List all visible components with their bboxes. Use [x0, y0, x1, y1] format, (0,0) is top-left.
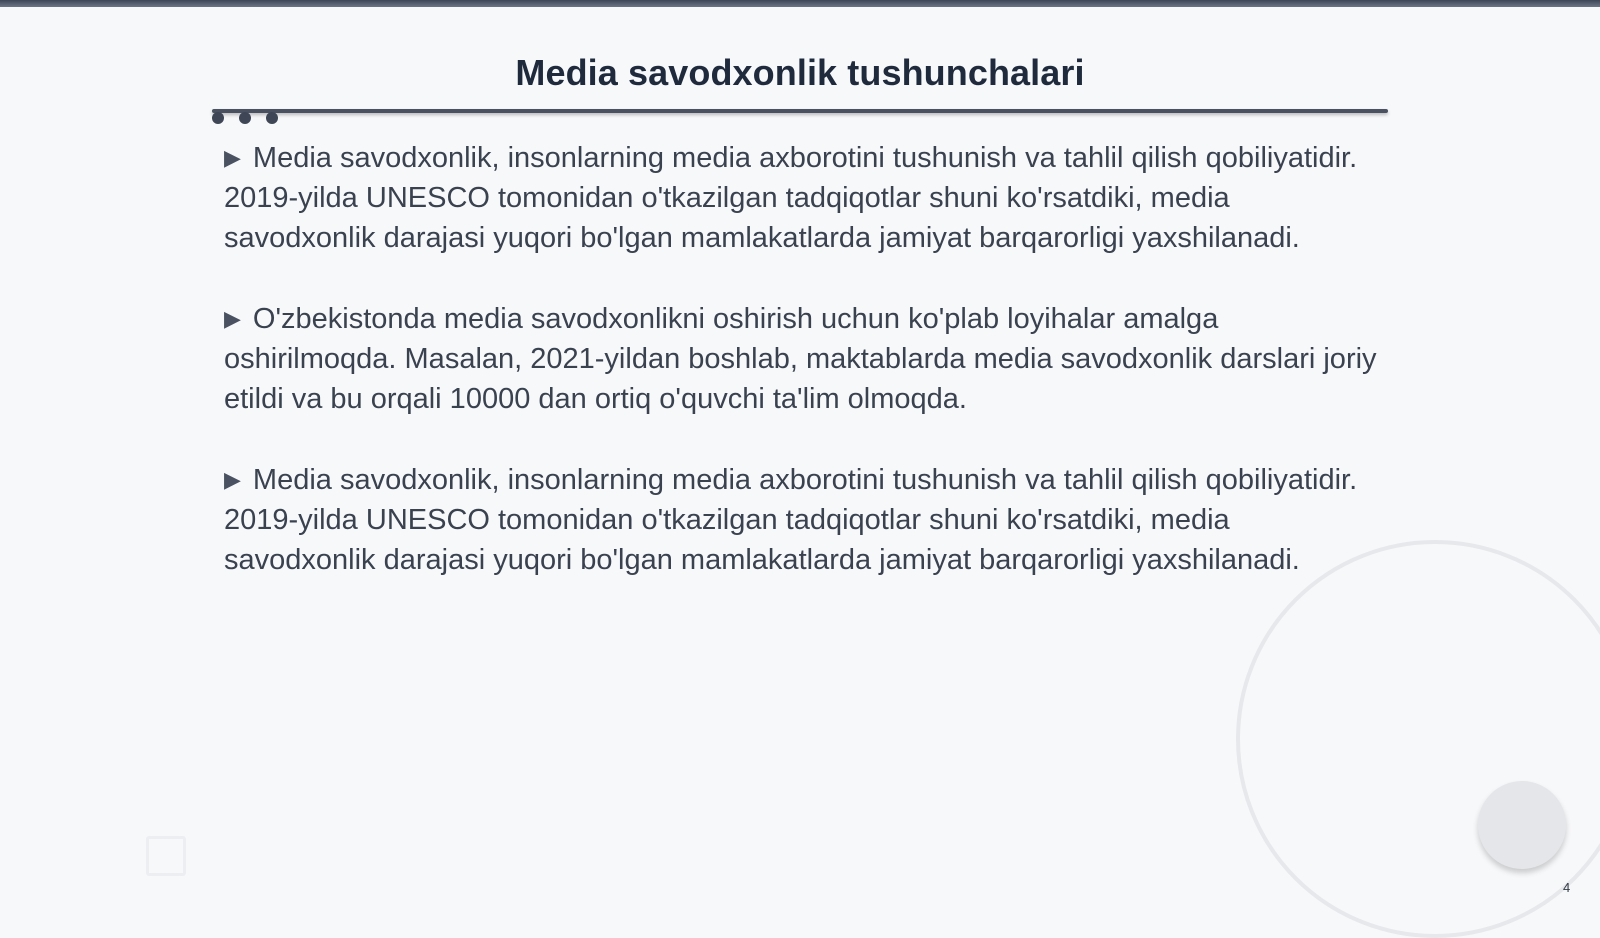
paragraph-text: O'zbekistonda media savodxonlikni oshirish uchun ko'plab loyihalar amalga oshirilmoqda. Masalan, 2021-yildan boshlab, maktablarda media savodxonlik darslari joriy etildi va bu orqali 10000 dan ortiq o'quvchi ta'lim olmoqda.	[224, 303, 1377, 415]
decorative-dot	[212, 112, 224, 124]
bullet-arrow-icon: ▶	[224, 306, 241, 331]
title-underline	[212, 109, 1388, 113]
paragraph-text: Media savodxonlik, insonlarning media axborotini tushunish va tahlil qilish qobiliyatidir. 2019-yilda UNESCO tomonidan o'tkazilgan tadqiqotlar shuni ko'rsatdiki, media savodxonlik darajasi yuqori bo'lgan mamlakatlarda jamiyat barqarorligi yaxshilanadi.	[224, 464, 1358, 576]
bullet-paragraph	[224, 299, 1384, 419]
decorative-disc	[1478, 781, 1566, 869]
decorative-dot	[239, 112, 251, 124]
page-number: 4	[1563, 880, 1571, 895]
bullet-arrow-icon: ▶	[224, 145, 241, 170]
top-accent-bar	[0, 0, 1600, 7]
slide-body	[224, 138, 1384, 621]
bullet-paragraph	[224, 138, 1384, 258]
paragraph-text: Media savodxonlik, insonlarning media axborotini tushunish va tahlil qilish qobiliyatidir. 2019-yilda UNESCO tomonidan o'tkazilgan tadqiqotlar shuni ko'rsatdiki, media savodxonlik darajasi yuqori bo'lgan mamlakatlarda jamiyat barqarorligi yaxshilanadi.	[224, 142, 1358, 254]
decorative-dot	[266, 112, 278, 124]
slide-title: Media savodxonlik tushunchalari	[515, 52, 1085, 93]
bullet-paragraph	[224, 460, 1384, 580]
decorative-square	[146, 836, 186, 876]
bullet-arrow-icon: ▶	[224, 467, 241, 492]
